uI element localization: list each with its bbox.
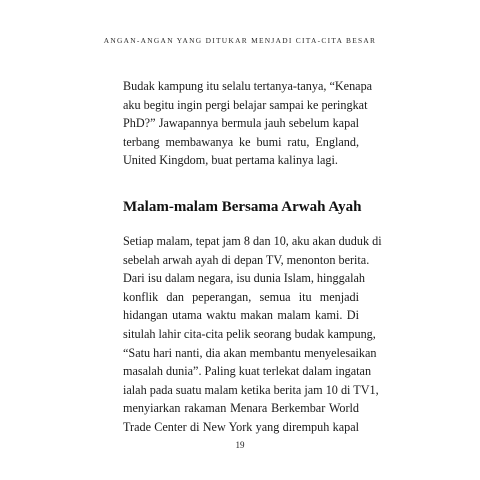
text-line: masalah dunia”. Paling kuat terlekat dalam ingatan: [123, 364, 372, 379]
text-line: Setiap malam, tepat jam 8 dan 10, aku akan duduk di: [123, 234, 382, 248]
text-line: Budak kampung itu selalu tertanya-tanya, “Kenapa: [123, 79, 373, 93]
text-line: PhD?” Jawapannya bermula jauh sebelum kapal: [123, 116, 359, 131]
text-line: “Satu hari nanti, dia akan membantu menyelesaikan: [123, 345, 377, 360]
text-line: ialah pada suatu malam ketika berita jam 10 di TV1,: [123, 382, 379, 397]
text-line: aku begitu ingin pergi belajar sampai ke peringkat: [123, 97, 368, 112]
text-line: terbang membawanya ke bumi ratu, England,: [123, 134, 359, 149]
page-number: 19: [235, 440, 245, 450]
text-line: Trade Center di New York yang dirempuh kapal: [123, 419, 359, 434]
section-heading: Malam-malam Bersama Arwah Ayah: [123, 199, 362, 215]
text-line: United Kingdom, buat pertama kalinya lagi.: [123, 153, 338, 168]
text-line: Dari isu dalam negara, isu dunia Islam, hinggalah: [123, 271, 365, 286]
running-head: ANGAN-ANGAN YANG DITUKAR MENJADI CITA-CITA BESAR: [103, 36, 377, 45]
paragraph-body: [123, 232, 382, 437]
text-line: sebelah arwah ayah di depan TV, menonton berita.: [123, 252, 370, 267]
text-line: hidangan utama waktu makan malam kami. Di: [123, 308, 359, 323]
paragraph-intro: [123, 77, 373, 170]
text-line: konflik dan peperangan, semua itu menjadi: [123, 289, 359, 304]
text-line: situlah lahir cita-cita pelik seorang budak kampung,: [123, 326, 376, 341]
text-line: menyiarkan rakaman Menara Berkembar World: [123, 401, 359, 416]
